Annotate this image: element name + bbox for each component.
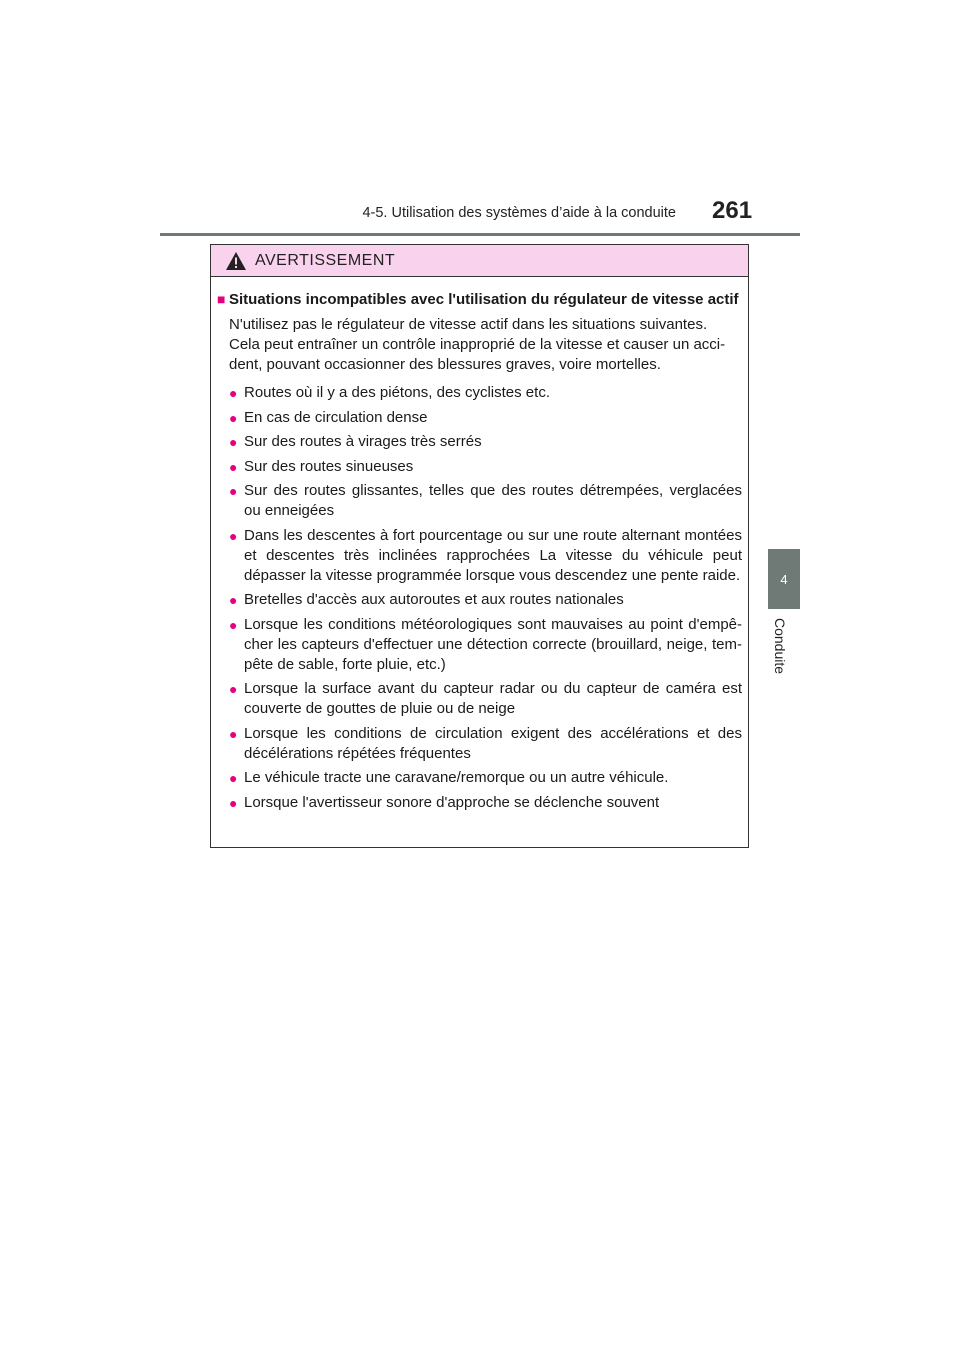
bullet-dot-icon: ● [229, 409, 238, 426]
list-item-text: Sur des routes à virages très serrés [244, 433, 482, 450]
list-item-text: Sur des routes sinueuses [244, 457, 414, 475]
list-item-text: Bretelles d'accès aux autoroutes et aux routes nationales [244, 591, 624, 608]
chapter-side-tab [768, 549, 800, 609]
bullet-dot-icon: ● [229, 434, 238, 450]
bullet-dot-icon: ● [229, 616, 238, 633]
list-item-text: En cas de circulation dense [244, 408, 428, 426]
list-item-text: Routes où il y a des piétons, des cyclistes etc. [244, 384, 550, 401]
list-item [229, 724, 742, 764]
list-item-text: Le véhicule tracte une caravane/remorque ou un autre véhicule. [244, 769, 669, 786]
bullet-dot-icon: ● [229, 681, 238, 697]
list-item-text: Lorsque les conditions de circulation exigent des accélérations et des décélérations répétées fréquentes [244, 724, 742, 762]
chapter-number: 4 [780, 571, 788, 587]
warning-body [211, 277, 748, 813]
list-item-text: Lorsque la surface avant du capteur radar ou du capteur de caméra est couverte de gouttes de pluie ou de neige [244, 680, 742, 717]
bullet-dot-icon: ● [229, 592, 238, 608]
list-item-text: Dans les descentes à fort pourcentage ou sur une route alternant montées et descentes très inclinées rapprochées La vitesse du véhicule peut dépasser la vitesse programmée lorsque vous descendez une pente raide. [244, 526, 742, 584]
warning-header [211, 245, 748, 277]
warning-subhead [217, 290, 742, 309]
subhead-text: Situations incompatibles avec l'utilisation du régulateur de vitesse actif [229, 291, 739, 308]
list-item [229, 615, 742, 675]
warning-triangle-icon [225, 251, 247, 271]
page-number: 261 [712, 197, 753, 224]
chapter-side-label: Conduite [772, 618, 788, 675]
list-item-text: Lorsque l'avertisseur sonore d'approche se déclenche souvent [244, 793, 660, 811]
list-item [229, 383, 742, 403]
warning-box [210, 244, 749, 848]
list-item [229, 457, 742, 477]
intro-line-2: Cela peut entraîner un contrôle inapproprié de la vitesse et causer un acci-dent, pouvant occasionner des blessures graves, voire mortelles. [229, 336, 726, 373]
warning-intro [217, 315, 742, 375]
list-item [229, 481, 742, 521]
list-item-text: Lorsque les conditions météorologiques sont mauvaises au point d'empê-cher les capteurs d'effectuer une détection correcte (brouillard, neige, tem-pête de sable, forte pluie, etc.) [244, 615, 742, 673]
header-rule [160, 233, 800, 236]
bullet-dot-icon: ● [229, 458, 238, 475]
page-header-section: 4-5. Utilisation des systèmes d’aide à la conduite [362, 205, 676, 221]
intro-line-1: N'utilisez pas le régulateur de vitesse actif dans les situations suivantes. [229, 316, 708, 333]
list-item [229, 793, 742, 813]
bullet-dot-icon: ● [229, 725, 238, 742]
bullet-dot-icon: ● [229, 527, 238, 544]
bullet-dot-icon: ● [229, 483, 238, 499]
list-item [229, 432, 742, 452]
warning-title: AVERTISSEMENT [255, 251, 396, 269]
list-item [229, 408, 742, 428]
list-item [229, 679, 742, 719]
bullet-dot-icon: ● [229, 794, 238, 811]
list-item [229, 590, 742, 610]
situation-list [217, 383, 742, 813]
list-item [229, 768, 742, 788]
bullet-dot-icon: ● [229, 385, 238, 401]
subhead-square-icon: ■ [217, 291, 226, 307]
list-item-text: Sur des routes glissantes, telles que des routes détrempées, verglacées ou enneigées [244, 482, 742, 519]
list-item [229, 526, 742, 586]
bullet-dot-icon: ● [229, 770, 238, 786]
